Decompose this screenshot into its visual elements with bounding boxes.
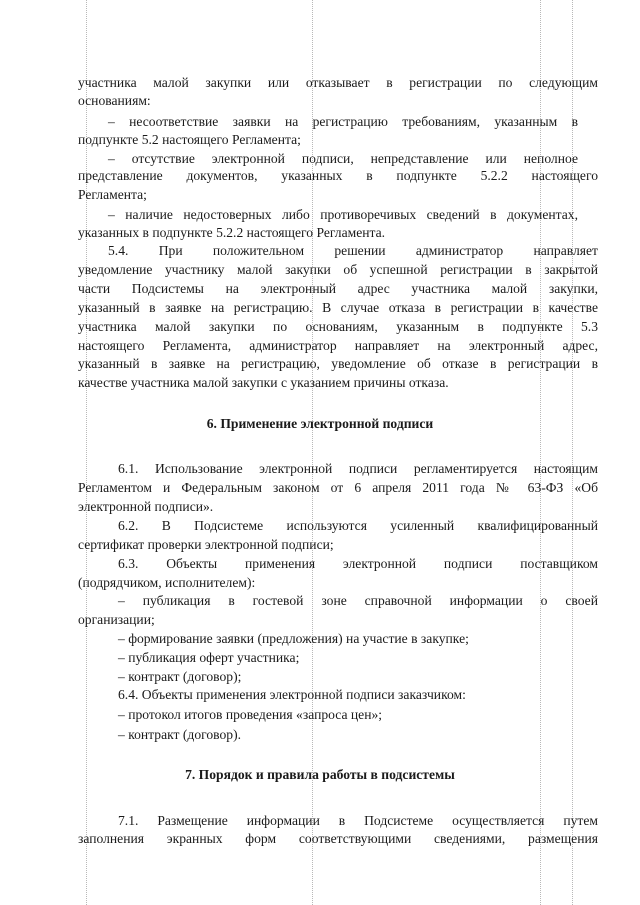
section-heading: 7. Порядок и правила работы в подсистемы xyxy=(185,767,455,782)
text-line: – формирование заявки (предложения) на участие в закупке; xyxy=(118,631,469,646)
text-line: 6.2. В Подсистеме используются усиленный квалифицированный xyxy=(118,518,598,533)
text-line: – публикация в гостевой зоне справочной информации о своей xyxy=(118,593,598,608)
text-line: 6.4. Объекты применения электронной подписи заказчиком: xyxy=(118,687,466,702)
text-line: – контракт (договор); xyxy=(118,669,242,684)
text-line: – протокол итогов проведения «запроса цен»; xyxy=(118,707,383,722)
section-heading: 6. Применение электронной подписи xyxy=(206,416,434,431)
text-line: – контракт (договор). xyxy=(118,727,242,742)
text-line: представление документов, указанных в подпункте 5.2.2 настоящего xyxy=(78,168,598,183)
text-line: (подрядчиком, исполнителем): xyxy=(78,575,256,590)
text-line: настоящего Регламента, администратор направляет на электронный адрес, xyxy=(78,338,598,353)
text-line: 7.1. Размещение информации в Подсистеме осуществляется путем xyxy=(118,813,598,828)
text-line: участника малой закупки или отказывает в регистрации по следующим xyxy=(78,75,598,90)
text-line: части Подсистемы на электронный адрес участника малой закупки, xyxy=(78,281,598,296)
text-line: подпункте 5.2 настоящего Регламента; xyxy=(78,132,301,147)
text-line: Регламентом и Федеральным законом от 6 апреля 2011 года № 63-ФЗ «Об xyxy=(78,480,598,495)
text-line: указанных в подпункте 5.2.2 настоящего Регламента. xyxy=(78,225,386,240)
text-line: заполнения экранных форм соответствующими сведениями, размещения xyxy=(78,831,598,846)
text-line: – наличие недостоверных либо противоречивых сведений в документах, xyxy=(108,207,578,222)
text-line: 5.4. При положительном решении администратор направляет xyxy=(108,243,598,258)
text-line: уведомление участнику малой закупки об успешной регистрации в закрытой xyxy=(78,262,598,277)
text-line: – публикация оферт участника; xyxy=(118,650,300,665)
text-line: 6.3. Объекты применения электронной подписи поставщиком xyxy=(118,556,598,571)
text-line: качестве участника малой закупки с указанием причины отказа. xyxy=(78,375,449,390)
text-line: указанный в заявке на регистрацию, уведомление об отказе в регистрации в xyxy=(78,356,598,371)
text-line: Регламента; xyxy=(78,187,147,202)
text-line: участника малой закупки по основаниям, указанным в подпункте 5.3 xyxy=(78,319,598,334)
text-line: – отсутствие электронной подписи, непредставление или неполное xyxy=(108,151,578,166)
text-line: сертификат проверки электронной подписи; xyxy=(78,537,334,552)
text-line: организации; xyxy=(78,612,155,627)
text-line: 6.1. Использование электронной подписи регламентируется настоящим xyxy=(118,461,598,476)
text-line: основаниям: xyxy=(78,93,151,108)
text-line: указанный в заявке на регистрацию. В случае отказа в регистрации в качестве xyxy=(78,300,598,315)
text-line: – несоответствие заявки на регистрацию требованиям, указанным в xyxy=(108,114,578,129)
text-line: электронной подписи». xyxy=(78,499,214,514)
